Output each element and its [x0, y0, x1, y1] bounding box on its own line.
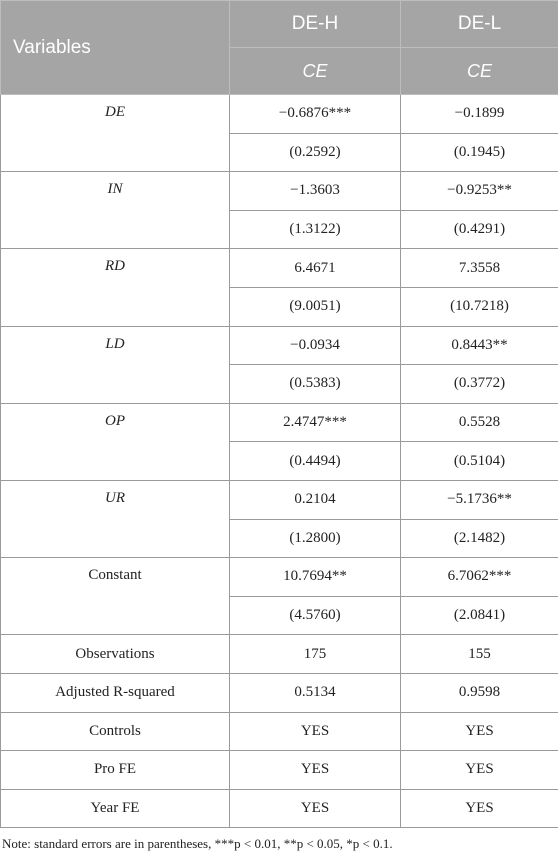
se-cell: (2.1482)	[401, 519, 558, 558]
coef-row	[1, 480, 558, 519]
se-cell: (10.7218)	[401, 287, 558, 326]
stat-cell: YES	[401, 712, 558, 751]
se-cell: (9.0051)	[230, 287, 401, 326]
row-label: UR	[1, 480, 230, 557]
stat-label: Pro FE	[1, 751, 230, 790]
stat-row	[1, 712, 558, 751]
stat-cell: YES	[401, 789, 558, 828]
coef-cell: −5.1736**	[401, 480, 558, 519]
se-cell: (0.1945)	[401, 133, 558, 172]
column-header-de-h: DE-H	[230, 1, 401, 48]
se-cell: (1.2800)	[230, 519, 401, 558]
coef-cell: 0.2104	[230, 480, 401, 519]
row-label: OP	[1, 403, 230, 480]
se-cell: (4.5760)	[230, 596, 401, 635]
se-cell: (2.0841)	[401, 596, 558, 635]
row-label: IN	[1, 172, 230, 249]
se-cell: (0.5383)	[230, 365, 401, 404]
stat-cell: YES	[230, 789, 401, 828]
stat-row	[1, 673, 558, 712]
stat-label: Controls	[1, 712, 230, 751]
se-cell: (1.3122)	[230, 210, 401, 249]
se-cell: (0.2592)	[230, 133, 401, 172]
stat-label: Adjusted R-squared	[1, 673, 230, 712]
row-label: Constant	[1, 558, 230, 635]
row-label: DE	[1, 95, 230, 172]
coef-cell: 2.4747***	[230, 403, 401, 442]
stat-cell: 155	[401, 635, 558, 674]
coef-cell: 0.5528	[401, 403, 558, 442]
stat-label: Observations	[1, 635, 230, 674]
coef-cell: −0.9253**	[401, 172, 558, 211]
coef-cell: −0.0934	[230, 326, 401, 365]
coef-row	[1, 326, 558, 365]
coef-cell: −0.6876***	[230, 95, 401, 134]
column-header-de-l: DE-L	[401, 1, 558, 48]
coef-row	[1, 172, 558, 211]
stat-row	[1, 751, 558, 790]
stat-label: Year FE	[1, 789, 230, 828]
coef-row	[1, 95, 558, 134]
coef-cell: 6.4671	[230, 249, 401, 288]
stat-cell: 0.5134	[230, 673, 401, 712]
se-cell: (0.4291)	[401, 210, 558, 249]
stat-row	[1, 635, 558, 674]
coef-cell: 7.3558	[401, 249, 558, 288]
coef-cell: −0.1899	[401, 95, 558, 134]
stat-row	[1, 789, 558, 828]
se-cell: (0.4494)	[230, 442, 401, 481]
dependent-var-header-2: CE	[401, 48, 558, 95]
stat-cell: 175	[230, 635, 401, 674]
stat-cell: YES	[401, 751, 558, 790]
coef-cell: 10.7694**	[230, 558, 401, 597]
stat-cell: 0.9598	[401, 673, 558, 712]
header-row	[1, 1, 558, 48]
coef-row	[1, 558, 558, 597]
coef-row	[1, 403, 558, 442]
row-label: LD	[1, 326, 230, 403]
stat-cell: YES	[230, 751, 401, 790]
coef-row	[1, 249, 558, 288]
coef-cell: 0.8443**	[401, 326, 558, 365]
coef-cell: 6.7062***	[401, 558, 558, 597]
variables-header: Variables	[1, 1, 230, 95]
dependent-var-header-1: CE	[230, 48, 401, 95]
table-note: Note: standard errors are in parentheses, ***p < 0.01, **p < 0.05, *p < 0.1.	[2, 836, 393, 851]
stat-cell: YES	[230, 712, 401, 751]
se-cell: (0.3772)	[401, 365, 558, 404]
coef-cell: −1.3603	[230, 172, 401, 211]
se-cell: (0.5104)	[401, 442, 558, 481]
row-label: RD	[1, 249, 230, 326]
